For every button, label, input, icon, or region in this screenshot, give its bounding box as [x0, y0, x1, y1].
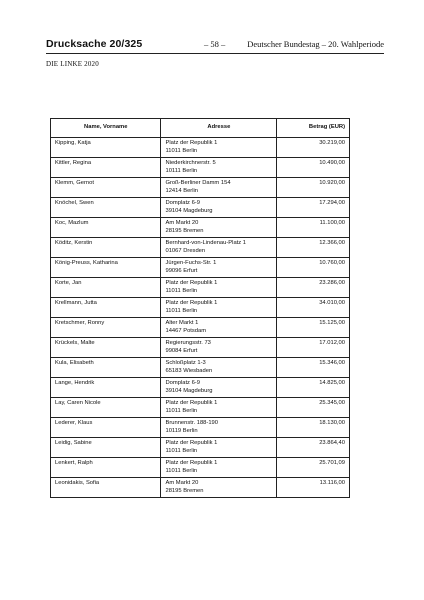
donor-address: [161, 158, 277, 178]
donor-address: [161, 358, 277, 378]
address-line: Groß-Berliner Damm 154: [165, 180, 231, 186]
address-line: Platz der Republik 1: [165, 140, 218, 146]
header-rule: [46, 53, 384, 54]
table-row: [51, 318, 350, 338]
address-line: Schloßplatz 1-3: [165, 360, 206, 366]
address-line: 28195 Bremen: [165, 227, 204, 234]
address-line: Platz der Republik 1: [165, 280, 218, 286]
address-line: Brunnenstr. 188-190: [165, 420, 219, 426]
table-row: [51, 418, 350, 438]
donation-amount: 11.100,00: [277, 218, 350, 238]
table-header-row: [51, 119, 350, 138]
address-line: Platz der Republik 1: [165, 460, 218, 466]
address-line: 11011 Berlin: [165, 447, 198, 454]
donor-name: Korte, Jan: [51, 278, 161, 298]
donation-amount: 14.825,00: [277, 378, 350, 398]
donor-name: Lenkert, Ralph: [51, 458, 161, 478]
donor-name: Köditz, Kerstin: [51, 238, 161, 258]
donation-amount: 17.012,00: [277, 338, 350, 358]
address-line: 11011 Berlin: [165, 287, 198, 294]
table-row: [51, 398, 350, 418]
donation-amount: 23.286,00: [277, 278, 350, 298]
donor-name: Kipping, Katja: [51, 138, 161, 158]
page-number: – 58 –: [204, 39, 226, 49]
address-line: 65183 Wiesbaden: [165, 367, 213, 374]
address-line: Alter Markt 1: [165, 320, 199, 326]
address-line: Jürgen-Fuchs-Str. 1: [165, 260, 217, 266]
donor-address: [161, 278, 277, 298]
table-row: [51, 438, 350, 458]
donor-name: Koc, Mazlum: [51, 218, 161, 238]
donor-address: [161, 438, 277, 458]
donation-amount: 13.116,00: [277, 478, 350, 498]
donor-name: Kula, Elisabeth: [51, 358, 161, 378]
page-header: [46, 38, 384, 52]
donation-amount: 10.490,00: [277, 158, 350, 178]
address-line: 39104 Magdeburg: [165, 387, 213, 394]
column-header-name: Name, Vorname: [51, 119, 161, 138]
address-line: 11011 Berlin: [165, 407, 198, 414]
table-row: [51, 358, 350, 378]
donor-name: Krückels, Malte: [51, 338, 161, 358]
donor-address: [161, 378, 277, 398]
table-row: [51, 298, 350, 318]
table-row: [51, 378, 350, 398]
donation-amount: 25.345,00: [277, 398, 350, 418]
donation-amount: 25.701,09: [277, 458, 350, 478]
donor-name: Klemm, Gernot: [51, 178, 161, 198]
donation-amount: 10.760,00: [277, 258, 350, 278]
column-header-address: Adresse: [161, 119, 277, 138]
donation-amount: 15.346,00: [277, 358, 350, 378]
donor-name: Lange, Hendrik: [51, 378, 161, 398]
donor-name: König-Preuss, Katharina: [51, 258, 161, 278]
donor-name: Leidig, Sabine: [51, 438, 161, 458]
address-line: 28195 Bremen: [165, 487, 204, 494]
address-line: 39104 Magdeburg: [165, 207, 213, 214]
donor-address: [161, 418, 277, 438]
address-line: 11011 Berlin: [165, 467, 198, 474]
document-id: Drucksache 20/325: [46, 38, 143, 50]
table-row: [51, 198, 350, 218]
donor-address: [161, 298, 277, 318]
donor-name: Leonidakis, Sofia: [51, 478, 161, 498]
donation-amount: 12.366,00: [277, 238, 350, 258]
donation-amount: 15.125,00: [277, 318, 350, 338]
donation-amount: 30.219,00: [277, 138, 350, 158]
table-row: [51, 238, 350, 258]
table-row: [51, 278, 350, 298]
address-line: Regierungsstr. 73: [165, 340, 211, 346]
address-line: Domplatz 6-9: [165, 380, 200, 386]
donor-address: [161, 198, 277, 218]
donor-address: [161, 318, 277, 338]
address-line: 01067 Dresden: [165, 247, 206, 254]
donor-address: [161, 218, 277, 238]
donation-amount: 18.130,00: [277, 418, 350, 438]
address-line: Niederkirchnerstr. 5: [165, 160, 216, 166]
table-row: [51, 338, 350, 358]
address-line: 99096 Erfurt: [165, 267, 198, 274]
address-line: 11011 Berlin: [165, 307, 198, 314]
donation-amount: 23.864,40: [277, 438, 350, 458]
donor-address: [161, 258, 277, 278]
address-line: Am Markt 20: [165, 220, 199, 226]
table-row: [51, 158, 350, 178]
party-label: DIE LINKE 2020: [46, 60, 99, 68]
donation-amount: 34.010,00: [277, 298, 350, 318]
address-line: 12414 Berlin: [165, 187, 199, 194]
address-line: Bernhard-von-Lindenau-Platz 1: [165, 240, 247, 246]
donor-address: [161, 458, 277, 478]
donor-address: [161, 138, 277, 158]
donor-address: [161, 398, 277, 418]
table-row: [51, 458, 350, 478]
address-line: 99084 Erfurt: [165, 347, 198, 354]
donor-name: Lederer, Klaus: [51, 418, 161, 438]
donor-address: [161, 178, 277, 198]
address-line: Platz der Republik 1: [165, 300, 218, 306]
address-line: 10111 Berlin: [165, 167, 198, 174]
table-row: [51, 138, 350, 158]
donor-address: [161, 338, 277, 358]
address-line: Platz der Republik 1: [165, 440, 218, 446]
donation-amount: 17.294,00: [277, 198, 350, 218]
table-row: [51, 258, 350, 278]
donor-address: [161, 238, 277, 258]
address-line: Am Markt 20: [165, 480, 199, 486]
donor-name: Kretschmer, Ronny: [51, 318, 161, 338]
address-line: Domplatz 6-9: [165, 200, 200, 206]
donor-address: [161, 478, 277, 498]
donations-table: [50, 118, 350, 498]
donor-name: Kittler, Regina: [51, 158, 161, 178]
table-row: [51, 478, 350, 498]
address-line: 11011 Berlin: [165, 147, 198, 154]
column-header-amount: Betrag (EUR): [277, 119, 350, 138]
address-line: Platz der Republik 1: [165, 400, 218, 406]
table-row: [51, 218, 350, 238]
donor-name: Knöchel, Swen: [51, 198, 161, 218]
address-line: 14467 Potsdam: [165, 327, 207, 334]
donor-name: Krellmann, Jutta: [51, 298, 161, 318]
table-row: [51, 178, 350, 198]
parliament-periode: Deutscher Bundestag – 20. Wahlperiode: [247, 39, 384, 49]
donor-name: Lay, Caren Nicole: [51, 398, 161, 418]
address-line: 10119 Berlin: [165, 427, 198, 434]
donation-amount: 10.920,00: [277, 178, 350, 198]
